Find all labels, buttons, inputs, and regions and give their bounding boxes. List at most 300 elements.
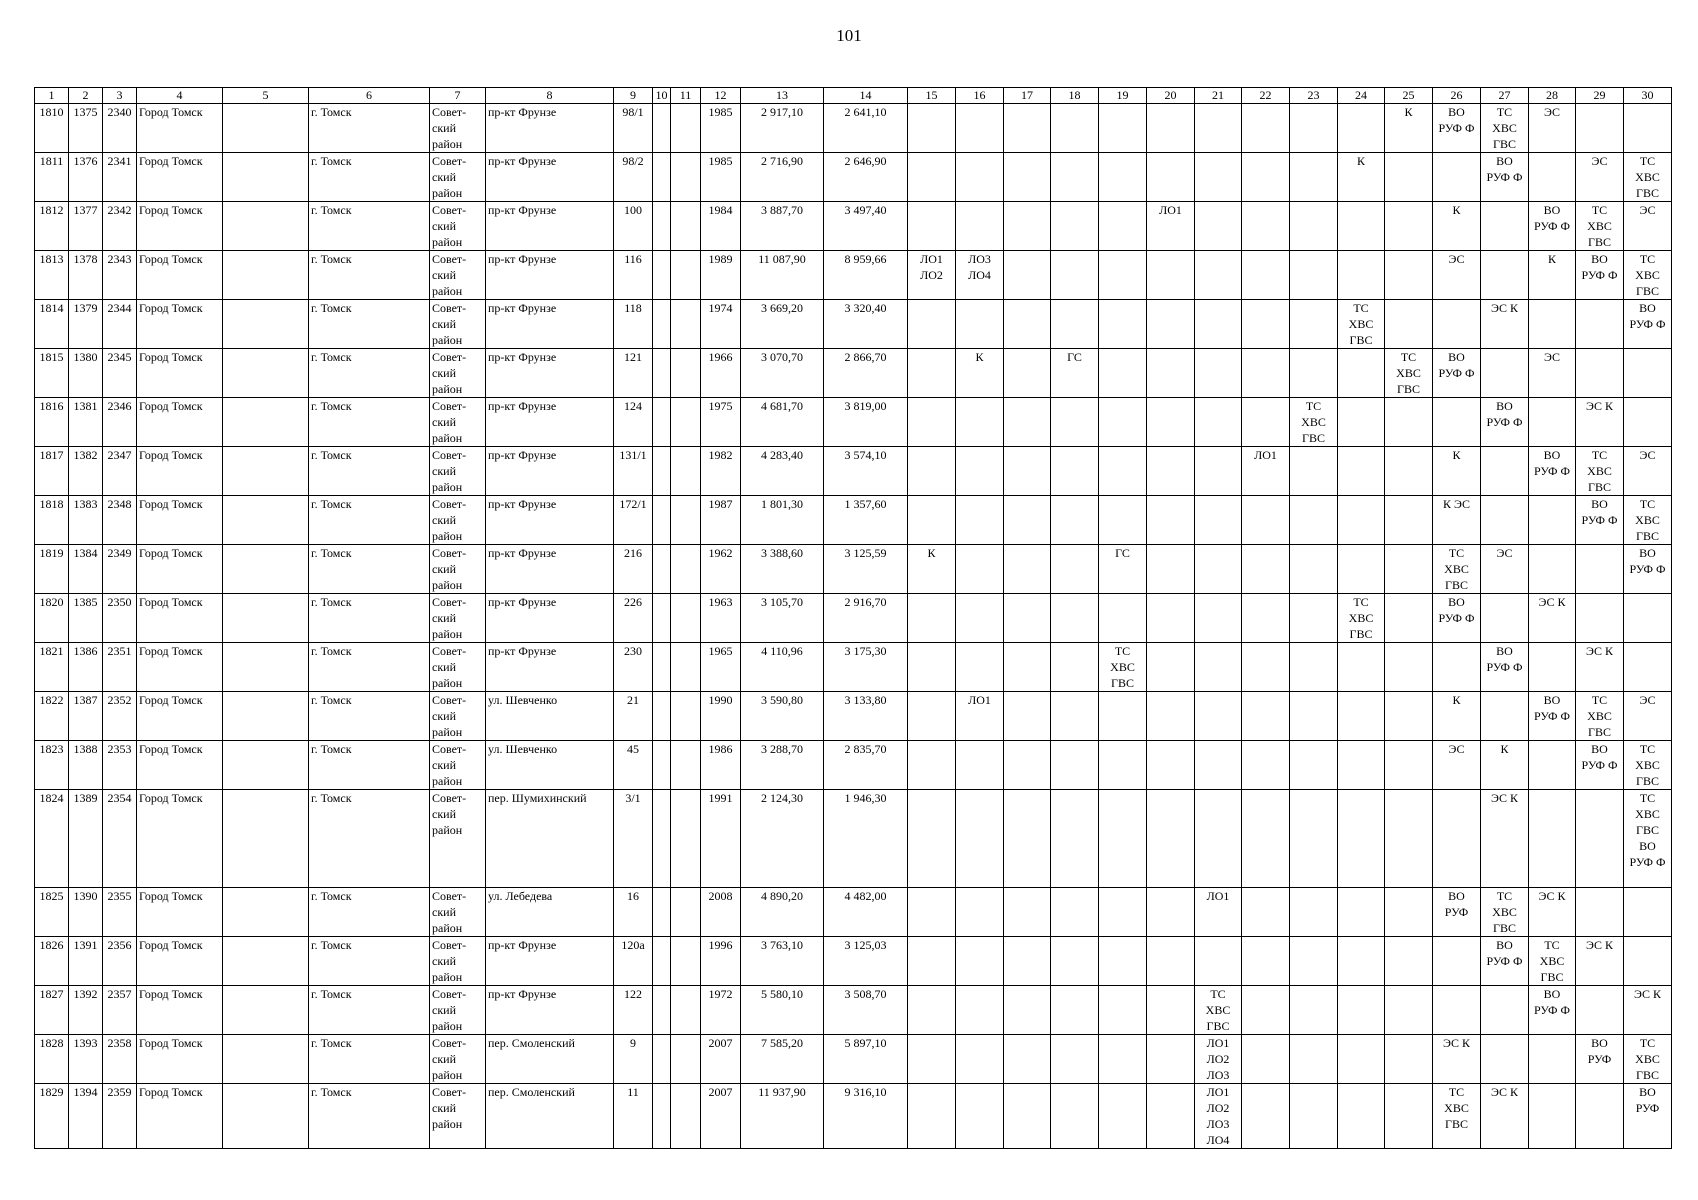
cell-col-3: 2350 [103,594,137,643]
cell-col-10 [653,153,671,202]
cell-col-20 [1147,1035,1195,1084]
cell-col-20 [1147,986,1195,1035]
cell-col-25 [1385,202,1433,251]
cell-col-4: Город Томск [137,937,223,986]
cell-col-27 [1481,986,1529,1035]
cell-col-23 [1290,692,1338,741]
cell-col-22 [1242,398,1290,447]
cell-col-30: ТС ХВС ГВС ВО РУФ Ф [1624,790,1672,888]
cell-col-3: 2357 [103,986,137,1035]
cell-col-23 [1290,545,1338,594]
cell-col-2: 1380 [69,349,103,398]
cell-col-19 [1099,741,1147,790]
cell-col-25 [1385,594,1433,643]
cell-col-28: ВО РУФ Ф [1529,202,1576,251]
cell-col-7: Совет- ский район [430,692,486,741]
cell-col-13: 3 590,80 [741,692,824,741]
cell-col-27: ВО РУФ Ф [1481,643,1529,692]
cell-col-9: 45 [614,741,653,790]
cell-col-10 [653,104,671,153]
cell-col-15 [908,937,956,986]
cell-col-11 [671,447,701,496]
cell-col-15 [908,741,956,790]
cell-col-16 [956,496,1004,545]
cell-col-17 [1004,251,1051,300]
cell-col-11 [671,986,701,1035]
cell-col-16 [956,1084,1004,1149]
column-header-23: 23 [1290,88,1338,104]
cell-col-10 [653,447,671,496]
cell-col-13: 4 681,70 [741,398,824,447]
cell-col-9: 121 [614,349,653,398]
cell-col-6: г. Томск [309,202,430,251]
cell-col-20 [1147,153,1195,202]
cell-col-9: 98/1 [614,104,653,153]
cell-col-11 [671,104,701,153]
cell-col-22 [1242,349,1290,398]
cell-col-29: ТС ХВС ГВС [1576,447,1624,496]
cell-col-18 [1051,692,1099,741]
cell-col-7: Совет- ский район [430,643,486,692]
cell-col-22 [1242,790,1290,888]
cell-col-21 [1195,300,1242,349]
cell-col-25 [1385,888,1433,937]
cell-col-3: 2344 [103,300,137,349]
cell-col-21 [1195,251,1242,300]
cell-col-15 [908,300,956,349]
cell-col-29 [1576,545,1624,594]
cell-col-21 [1195,398,1242,447]
column-header-30: 30 [1624,88,1672,104]
cell-col-12: 2008 [701,888,741,937]
cell-col-24 [1338,643,1385,692]
cell-col-11 [671,937,701,986]
column-header-2: 2 [69,88,103,104]
cell-col-30: ВО РУФ Ф [1624,300,1672,349]
cell-col-1: 1829 [35,1084,69,1149]
table-row [35,496,1672,545]
cell-col-24 [1338,1035,1385,1084]
cell-col-15 [908,447,956,496]
cell-col-9: 21 [614,692,653,741]
cell-col-10 [653,937,671,986]
cell-col-4: Город Томск [137,643,223,692]
cell-col-2: 1382 [69,447,103,496]
cell-col-3: 2356 [103,937,137,986]
cell-col-1: 1810 [35,104,69,153]
table-body [35,104,1672,1149]
cell-col-4: Город Томск [137,104,223,153]
cell-col-6: г. Томск [309,741,430,790]
cell-col-29: ЭС К [1576,398,1624,447]
cell-col-16: К [956,349,1004,398]
cell-col-12: 1990 [701,692,741,741]
table-row [35,1084,1672,1149]
cell-col-21: ЛО1 ЛО2 ЛО3 [1195,1035,1242,1084]
cell-col-10 [653,202,671,251]
cell-col-24: ТС ХВС ГВС [1338,300,1385,349]
cell-col-8: пр-кт Фрунзе [486,398,614,447]
cell-col-12: 1963 [701,594,741,643]
cell-col-11 [671,594,701,643]
cell-col-17 [1004,888,1051,937]
cell-col-22 [1242,986,1290,1035]
cell-col-27 [1481,349,1529,398]
cell-col-26: ЭС [1433,251,1481,300]
cell-col-1: 1818 [35,496,69,545]
cell-col-5 [223,545,309,594]
cell-col-10 [653,790,671,888]
cell-col-30 [1624,398,1672,447]
cell-col-30: ТС ХВС ГВС [1624,741,1672,790]
cell-col-28 [1529,398,1576,447]
cell-col-29 [1576,790,1624,888]
cell-col-1: 1812 [35,202,69,251]
cell-col-15 [908,692,956,741]
cell-col-11 [671,251,701,300]
cell-col-7: Совет- ский район [430,594,486,643]
cell-col-15 [908,153,956,202]
cell-col-10 [653,741,671,790]
column-header-5: 5 [223,88,309,104]
cell-col-13: 4 890,20 [741,888,824,937]
cell-col-18 [1051,447,1099,496]
cell-col-8: пр-кт Фрунзе [486,545,614,594]
cell-col-18 [1051,741,1099,790]
cell-col-29 [1576,1084,1624,1149]
cell-col-24 [1338,202,1385,251]
cell-col-18 [1051,888,1099,937]
cell-col-29 [1576,104,1624,153]
cell-col-27 [1481,447,1529,496]
cell-col-1: 1822 [35,692,69,741]
cell-col-7: Совет- ский район [430,790,486,888]
cell-col-2: 1377 [69,202,103,251]
cell-col-11 [671,692,701,741]
cell-col-6: г. Томск [309,496,430,545]
cell-col-30 [1624,643,1672,692]
cell-col-24 [1338,496,1385,545]
cell-col-17 [1004,986,1051,1035]
cell-col-16 [956,202,1004,251]
column-header-19: 19 [1099,88,1147,104]
cell-col-11 [671,300,701,349]
cell-col-25 [1385,937,1433,986]
cell-col-10 [653,398,671,447]
cell-col-15 [908,349,956,398]
cell-col-7: Совет- ский район [430,496,486,545]
cell-col-17 [1004,643,1051,692]
column-header-15: 15 [908,88,956,104]
cell-col-11 [671,349,701,398]
cell-col-28: ЭС [1529,104,1576,153]
cell-col-26 [1433,643,1481,692]
cell-col-14: 1 357,60 [824,496,908,545]
cell-col-20 [1147,447,1195,496]
column-header-16: 16 [956,88,1004,104]
cell-col-8: пр-кт Фрунзе [486,496,614,545]
cell-col-19 [1099,300,1147,349]
cell-col-27: ЭС К [1481,1084,1529,1149]
cell-col-1: 1826 [35,937,69,986]
cell-col-3: 2353 [103,741,137,790]
cell-col-15 [908,104,956,153]
cell-col-30: ВО РУФ Ф [1624,545,1672,594]
cell-col-5 [223,741,309,790]
cell-col-6: г. Томск [309,153,430,202]
cell-col-30 [1624,594,1672,643]
table-row [35,251,1672,300]
cell-col-27 [1481,692,1529,741]
cell-col-24 [1338,545,1385,594]
column-header-27: 27 [1481,88,1529,104]
cell-col-28 [1529,496,1576,545]
cell-col-24 [1338,692,1385,741]
cell-col-21 [1195,790,1242,888]
cell-col-5 [223,300,309,349]
cell-col-19 [1099,790,1147,888]
cell-col-1: 1823 [35,741,69,790]
cell-col-7: Совет- ский район [430,349,486,398]
cell-col-6: г. Томск [309,300,430,349]
column-header-26: 26 [1433,88,1481,104]
cell-col-5 [223,692,309,741]
cell-col-14: 3 508,70 [824,986,908,1035]
cell-col-15: ЛО1 ЛО2 [908,251,956,300]
cell-col-8: пр-кт Фрунзе [486,643,614,692]
cell-col-6: г. Томск [309,643,430,692]
cell-col-14: 3 497,40 [824,202,908,251]
cell-col-24 [1338,1084,1385,1149]
cell-col-4: Город Томск [137,251,223,300]
cell-col-26: ТС ХВС ГВС [1433,545,1481,594]
cell-col-21 [1195,447,1242,496]
cell-col-12: 1987 [701,496,741,545]
cell-col-8: пр-кт Фрунзе [486,986,614,1035]
cell-col-18 [1051,398,1099,447]
cell-col-1: 1813 [35,251,69,300]
cell-col-20 [1147,349,1195,398]
cell-col-6: г. Томск [309,790,430,888]
cell-col-4: Город Томск [137,1035,223,1084]
cell-col-3: 2345 [103,349,137,398]
cell-col-3: 2348 [103,496,137,545]
cell-col-13: 1 801,30 [741,496,824,545]
cell-col-4: Город Томск [137,398,223,447]
cell-col-2: 1393 [69,1035,103,1084]
table-row [35,349,1672,398]
cell-col-17 [1004,1084,1051,1149]
cell-col-3: 2354 [103,790,137,888]
cell-col-20 [1147,692,1195,741]
cell-col-8: пр-кт Фрунзе [486,202,614,251]
cell-col-19 [1099,496,1147,545]
cell-col-1: 1816 [35,398,69,447]
cell-col-14: 4 482,00 [824,888,908,937]
cell-col-13: 3 388,60 [741,545,824,594]
cell-col-30: ТС ХВС ГВС [1624,251,1672,300]
cell-col-18 [1051,202,1099,251]
cell-col-17 [1004,398,1051,447]
cell-col-2: 1388 [69,741,103,790]
cell-col-5 [223,986,309,1035]
cell-col-22 [1242,545,1290,594]
cell-col-8: ул. Шевченко [486,692,614,741]
cell-col-3: 2346 [103,398,137,447]
cell-col-15 [908,986,956,1035]
cell-col-26: ВО РУФ Ф [1433,104,1481,153]
cell-col-24 [1338,398,1385,447]
cell-col-2: 1385 [69,594,103,643]
cell-col-12: 1974 [701,300,741,349]
cell-col-16 [956,741,1004,790]
cell-col-23 [1290,1035,1338,1084]
cell-col-16 [956,153,1004,202]
buildings-table [34,87,1672,1149]
cell-col-12: 1989 [701,251,741,300]
table-row [35,153,1672,202]
cell-col-1: 1828 [35,1035,69,1084]
cell-col-30: ВО РУФ [1624,1084,1672,1149]
cell-col-26 [1433,398,1481,447]
cell-col-28: ЭС К [1529,888,1576,937]
cell-col-6: г. Томск [309,545,430,594]
cell-col-24 [1338,986,1385,1035]
cell-col-9: 16 [614,888,653,937]
cell-col-9: 100 [614,202,653,251]
cell-col-26: ВО РУФ [1433,888,1481,937]
cell-col-25 [1385,692,1433,741]
table-row [35,202,1672,251]
cell-col-5 [223,447,309,496]
cell-col-29: ВО РУФ Ф [1576,741,1624,790]
cell-col-3: 2355 [103,888,137,937]
cell-col-24 [1338,104,1385,153]
cell-col-13: 4 110,96 [741,643,824,692]
column-header-18: 18 [1051,88,1099,104]
cell-col-7: Совет- ский район [430,1084,486,1149]
cell-col-19 [1099,692,1147,741]
cell-col-23 [1290,349,1338,398]
cell-col-7: Совет- ский район [430,153,486,202]
cell-col-2: 1376 [69,153,103,202]
cell-col-2: 1383 [69,496,103,545]
cell-col-14: 3 175,30 [824,643,908,692]
cell-col-18: ГС [1051,349,1099,398]
cell-col-23 [1290,104,1338,153]
cell-col-6: г. Томск [309,1035,430,1084]
cell-col-8: пер. Шумихинский [486,790,614,888]
cell-col-3: 2340 [103,104,137,153]
table-row [35,447,1672,496]
column-header-21: 21 [1195,88,1242,104]
cell-col-11 [671,643,701,692]
cell-col-14: 2 866,70 [824,349,908,398]
cell-col-16: ЛО1 [956,692,1004,741]
cell-col-2: 1381 [69,398,103,447]
cell-col-21 [1195,741,1242,790]
cell-col-25 [1385,643,1433,692]
cell-col-11 [671,202,701,251]
cell-col-13: 3 288,70 [741,741,824,790]
table-row [35,1035,1672,1084]
cell-col-22 [1242,251,1290,300]
cell-col-24 [1338,937,1385,986]
cell-col-14: 3 125,03 [824,937,908,986]
cell-col-9: 122 [614,986,653,1035]
cell-col-14: 2 835,70 [824,741,908,790]
cell-col-9: 226 [614,594,653,643]
cell-col-13: 11 937,90 [741,1084,824,1149]
cell-col-4: Город Томск [137,300,223,349]
cell-col-3: 2358 [103,1035,137,1084]
cell-col-12: 1985 [701,104,741,153]
cell-col-25 [1385,1084,1433,1149]
column-header-22: 22 [1242,88,1290,104]
cell-col-21 [1195,545,1242,594]
cell-col-26: К [1433,202,1481,251]
cell-col-24 [1338,251,1385,300]
cell-col-14: 5 897,10 [824,1035,908,1084]
cell-col-6: г. Томск [309,986,430,1035]
cell-col-16 [956,104,1004,153]
column-header-1: 1 [35,88,69,104]
cell-col-8: ул. Шевченко [486,741,614,790]
cell-col-18 [1051,545,1099,594]
cell-col-9: 11 [614,1084,653,1149]
cell-col-14: 2 641,10 [824,104,908,153]
cell-col-11 [671,153,701,202]
table-row [35,643,1672,692]
cell-col-12: 1984 [701,202,741,251]
cell-col-22 [1242,496,1290,545]
cell-col-13: 3 887,70 [741,202,824,251]
cell-col-3: 2359 [103,1084,137,1149]
cell-col-23 [1290,300,1338,349]
cell-col-25 [1385,1035,1433,1084]
cell-col-28: ВО РУФ Ф [1529,986,1576,1035]
cell-col-19: ТС ХВС ГВС [1099,643,1147,692]
cell-col-25 [1385,790,1433,888]
cell-col-1: 1811 [35,153,69,202]
cell-col-14: 1 946,30 [824,790,908,888]
cell-col-27: ЭС [1481,545,1529,594]
cell-col-20 [1147,594,1195,643]
cell-col-20 [1147,251,1195,300]
cell-col-29 [1576,594,1624,643]
column-header-6: 6 [309,88,430,104]
cell-col-15 [908,202,956,251]
cell-col-8: пр-кт Фрунзе [486,300,614,349]
cell-col-5 [223,153,309,202]
cell-col-7: Совет- ский район [430,251,486,300]
cell-col-3: 2342 [103,202,137,251]
cell-col-17 [1004,153,1051,202]
cell-col-24 [1338,447,1385,496]
cell-col-12: 1982 [701,447,741,496]
cell-col-15: К [908,545,956,594]
cell-col-28 [1529,741,1576,790]
cell-col-4: Город Томск [137,594,223,643]
cell-col-23 [1290,888,1338,937]
cell-col-17 [1004,349,1051,398]
cell-col-6: г. Томск [309,692,430,741]
cell-col-27: ВО РУФ Ф [1481,153,1529,202]
cell-col-17 [1004,790,1051,888]
cell-col-19 [1099,153,1147,202]
cell-col-11 [671,398,701,447]
cell-col-6: г. Томск [309,251,430,300]
